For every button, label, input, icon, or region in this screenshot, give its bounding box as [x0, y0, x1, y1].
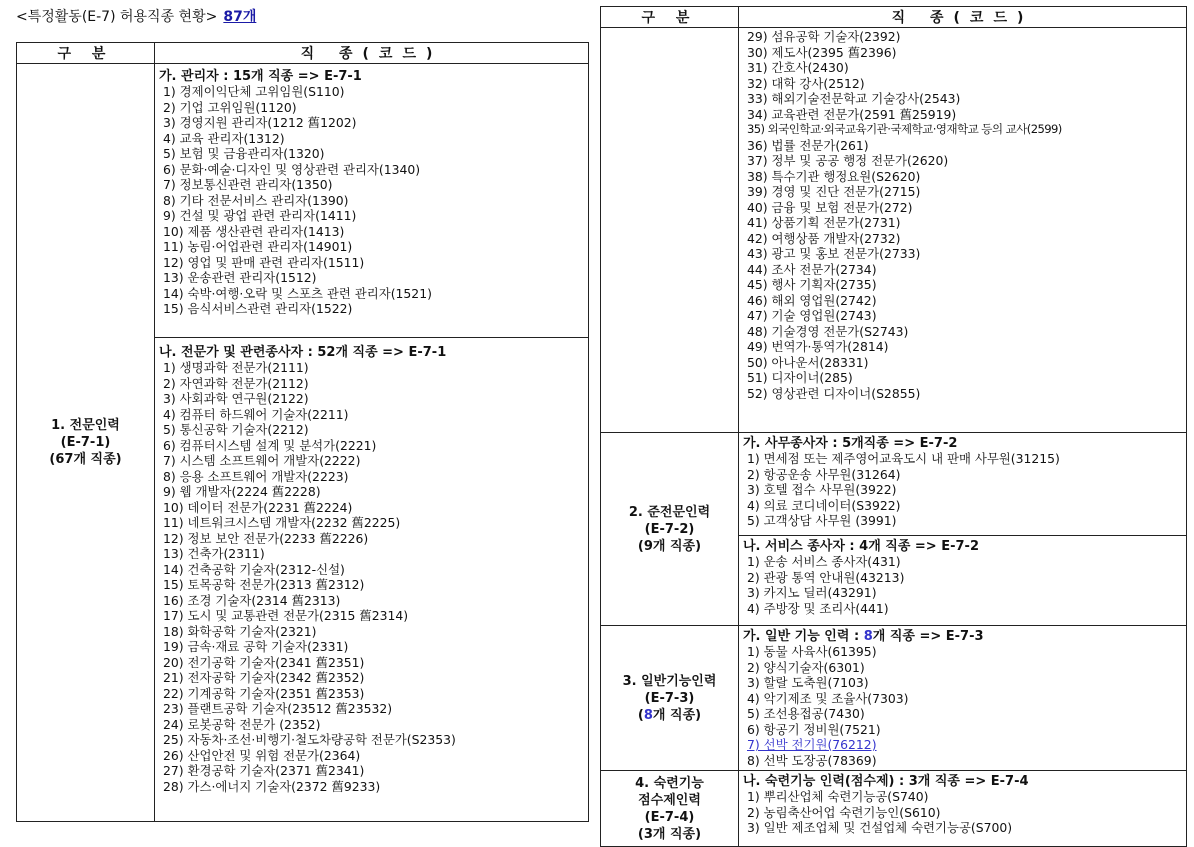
skilled-list	[739, 789, 1186, 836]
list-item: 50) 아나운서(28331)	[747, 354, 869, 370]
list-item: 39) 경영 및 진단 전문가(2715)	[747, 184, 921, 199]
category-semi	[601, 433, 739, 626]
list-item: 5) 고객상담 사무원 (3991)	[747, 513, 897, 528]
header-row	[17, 43, 589, 64]
category-general	[601, 626, 739, 771]
list-item: 32) 대학 강사(2512)	[747, 75, 865, 91]
list-item: 25) 자동차·조선·비행기·철도차량공학 전문가(S2353)	[163, 732, 456, 747]
category-skilled	[601, 771, 739, 847]
general-heading-pre: 가. 일반 기능 인력 :	[743, 629, 864, 644]
list-item: 6) 컴퓨터시스템 설계 및 분석가(2221)	[163, 437, 377, 453]
category-line: 3. 일반기능인력	[622, 673, 717, 689]
list-item: 14) 숙박·여행·오락 및 스포츠 관련 관리자(1521)	[163, 285, 432, 301]
managers-cell	[155, 64, 589, 338]
category-line: 점수제인력	[638, 792, 701, 808]
header-category: 구 분	[17, 43, 155, 64]
header-row-right	[601, 7, 1187, 28]
list-item: 36) 법률 전문가(261)	[747, 137, 869, 153]
list-item: 43) 광고 및 홍보 전문가(2733)	[747, 246, 921, 261]
list-item: 3) 경영지원 관리자(1212 舊1202)	[163, 115, 357, 130]
category-line: (E-7-3)	[644, 690, 695, 706]
list-item: 2) 관광 통역 안내원(43213)	[747, 569, 905, 585]
header-jobs: 직 종(코드)	[155, 43, 589, 64]
list-item: 45) 행사 기획자(2735)	[747, 277, 877, 292]
list-item: 7) 시스템 소프트웨어 개발자(2222)	[163, 453, 361, 468]
category-count-number: 8	[643, 707, 653, 723]
list-item: 3) 일반 제조업체 및 건설업체 숙련기능공(S700)	[747, 820, 1013, 835]
title-text: <특정활동(E-7) 허용직종 현황>	[16, 9, 218, 25]
list-item: 31) 간호사(2430)	[747, 60, 849, 75]
list-item: 8) 응용 소프트웨어 개발자(2223)	[163, 468, 349, 484]
list-item: 46) 해외 영업원(2742)	[747, 292, 877, 308]
list-item: 10) 데이터 전문가(2231 舊2224)	[163, 499, 353, 515]
list-item: 47) 기술 영업원(2743)	[747, 308, 877, 323]
list-item: 4) 컴퓨터 하드웨어 기술자(2211)	[163, 406, 349, 422]
list-item: 1) 운송 서비스 종사자(431)	[747, 554, 901, 569]
list-item: 2) 농림축산어업 숙련기능인(S610)	[747, 804, 941, 820]
category-line: 2. 준전문인력	[628, 504, 711, 520]
list-item: 15) 음식서비스관련 관리자(1522)	[163, 301, 353, 316]
list-item: 14) 건축공학 기술자(2312-신설)	[163, 561, 345, 577]
list-item: 11) 네트워크시스템 개발자(2232 舊2225)	[163, 515, 401, 530]
list-item: 6) 문화·예술·디자인 및 영상관련 관리자(1340)	[163, 161, 421, 177]
list-item: 3) 호텔 접수 사무원(3922)	[747, 482, 897, 497]
category-line: (9개 직종)	[637, 538, 702, 554]
list-item: 48) 기술경영 전문가(S2743)	[747, 323, 909, 339]
list-item: 1) 생명과학 전문가(2111)	[163, 360, 309, 375]
category-line: (E-7-2)	[644, 521, 695, 537]
experts-list-left	[155, 360, 588, 794]
list-item: 8) 선박 도장공(78369)	[747, 752, 877, 768]
category-professional	[17, 64, 155, 822]
list-item: 35) 외국인학교·외국교육기관·국제학교·영재학교 등의 교사(2599)	[747, 122, 1062, 136]
list-item: 10) 제품 생산관련 관리자(1413)	[163, 223, 345, 239]
office-cell	[739, 433, 1187, 536]
list-item: 20) 전기공학 기술자(2341 舊2351)	[163, 654, 365, 670]
list-item: 4) 교육 관리자(1312)	[163, 130, 285, 146]
list-item: 17) 도시 및 교통관련 전문가(2315 舊2314)	[163, 608, 409, 623]
list-item: 4) 악기제조 및 조율사(7303)	[747, 690, 909, 706]
list-item: 2) 양식기술자(6301)	[747, 659, 865, 675]
list-item: 13) 운송관련 관리자(1512)	[163, 270, 317, 285]
category-professional-cont	[601, 28, 739, 433]
category-line: (3개 직종)	[637, 826, 702, 842]
list-item: 33) 해외기술전문학교 기술강사(2543)	[747, 91, 961, 106]
list-item: 28) 가스·에너지 기술자(2372 舊9233)	[163, 778, 381, 794]
list-item: 1) 뿌리산업체 숙련기능공(S740)	[747, 789, 929, 804]
service-list	[739, 554, 1186, 616]
list-item: 6) 항공기 정비원(7521)	[747, 721, 881, 737]
list-item: 41) 상품기획 전문가(2731)	[747, 215, 901, 230]
general-heading	[739, 629, 1186, 644]
general-cell	[739, 626, 1187, 771]
list-item: 38) 특수기관 행정요원(S2620)	[747, 168, 921, 184]
total-count-link[interactable]: 87개	[223, 9, 257, 25]
list-item: 1) 동물 사육사(61395)	[747, 644, 877, 659]
list-item: 19) 금속·재료 공학 기술자(2331)	[163, 639, 349, 654]
category-line: (E-7-1)	[60, 435, 111, 450]
list-item: 3) 사회과학 연구원(2122)	[163, 391, 309, 406]
list-item: 16) 조경 기술자(2314 舊2313)	[163, 592, 341, 608]
general-list	[739, 644, 1186, 768]
list-item: 24) 로봇공학 전문가 (2352)	[163, 716, 321, 732]
list-item: 5) 보험 및 금융관리자(1320)	[163, 146, 325, 161]
skilled-heading: 나. 숙련기능 인력(점수제) : 3개 직종 => E-7-4	[743, 774, 1029, 789]
list-item: 5) 조선용접공(7430)	[747, 706, 865, 721]
experts-list-right	[739, 29, 1186, 401]
list-item: 1) 면세점 또는 제주영어교육도시 내 판매 사무원(31215)	[747, 451, 1060, 466]
list-item: 21) 전자공학 기술자(2342 舊2352)	[163, 670, 365, 685]
category-count-open: (	[637, 707, 644, 723]
list-item: 4) 의료 코디네이터(S3922)	[747, 497, 901, 513]
list-item: 44) 조사 전문가(2734)	[747, 261, 877, 277]
list-item: 52) 영상관련 디자이너(S2855)	[747, 385, 921, 401]
list-item: 11) 농림·어업관련 관리자(14901)	[163, 239, 353, 254]
list-item: 9) 웹 개발자(2224 舊2228)	[163, 484, 321, 499]
header-category-right: 구 분	[601, 7, 739, 28]
list-item: 7) 정보통신관련 관리자(1350)	[163, 177, 333, 192]
list-item: 27) 환경공학 기술자(2371 舊2341)	[163, 763, 365, 778]
service-cell	[739, 536, 1187, 626]
left-table	[16, 42, 589, 822]
category-line: (67개 직종)	[49, 452, 122, 467]
header-jobs-right: 직 종(코드)	[739, 7, 1187, 28]
list-item: 37) 정부 및 공공 행정 전문가(2620)	[747, 153, 949, 168]
skilled-cell	[739, 771, 1187, 847]
category-line	[601, 707, 738, 724]
list-item: 49) 번역가·통역가(2814)	[747, 339, 889, 354]
list-item: 51) 디자이너(285)	[747, 370, 853, 385]
experts-cell-left	[155, 338, 589, 822]
list-item: 26) 산업안전 및 위험 전문가(2364)	[163, 747, 361, 763]
list-item: 29) 섬유공학 기술자(2392)	[747, 29, 901, 44]
list-item: 1) 경제이익단체 고위임원(S110)	[163, 84, 345, 99]
list-item: 2) 항공운송 사무원(31264)	[747, 466, 901, 482]
experts-heading: 나. 전문가 및 관련종사자 : 52개 직종 => E-7-1	[159, 345, 447, 360]
list-item: 3) 할랄 도축원(7103)	[747, 675, 869, 690]
list-item: 22) 기계공학 기술자(2351 舊2353)	[163, 685, 365, 701]
list-item: 2) 자연과학 전문가(2112)	[163, 375, 309, 391]
list-item: 15) 토목공학 전문가(2313 舊2312)	[163, 577, 365, 592]
category-line: 1. 전문인력	[51, 418, 120, 433]
list-item: 9) 건설 및 광업 관련 관리자(1411)	[163, 208, 357, 223]
right-table	[600, 6, 1187, 847]
list-item: 2) 기업 고위임원(1120)	[163, 99, 297, 115]
list-item: 7) 선박 전기원(76212)	[747, 737, 877, 752]
category-line: (E-7-4)	[644, 809, 695, 825]
list-item: 4) 주방장 및 조리사(441)	[747, 600, 889, 616]
list-item: 12) 영업 및 판매 관련 관리자(1511)	[163, 254, 365, 270]
general-heading-post: 개 직종 => E-7-3	[872, 629, 984, 644]
list-item: 12) 정보 보안 전문가(2233 舊2226)	[163, 530, 369, 546]
office-heading: 가. 사무종사자 : 5개직종 => E-7-2	[743, 436, 958, 451]
list-item: 23) 플랜트공학 기술자(23512 舊23532)	[163, 701, 393, 716]
service-heading: 나. 서비스 종사자 : 4개 직종 => E-7-2	[743, 539, 979, 554]
office-list	[739, 451, 1186, 529]
list-item: 34) 교육관련 전문가(2591 舊25919)	[747, 106, 957, 122]
list-item: 13) 건축가(2311)	[163, 546, 265, 561]
category-line: 4. 숙련기능	[635, 775, 704, 791]
list-item: 18) 화학공학 기술자(2321)	[163, 623, 317, 639]
managers-list	[155, 84, 588, 317]
category-count-rest: 개 직종)	[652, 707, 702, 723]
managers-heading: 가. 관리자 : 15개 직종 => E-7-1	[159, 69, 362, 84]
page-title	[16, 8, 256, 26]
list-item: 30) 제도사(2395 舊2396)	[747, 44, 897, 60]
general-heading-number: 8	[863, 629, 873, 644]
list-item: 3) 카지노 딜러(43291)	[747, 585, 877, 600]
list-item: 40) 금융 및 보험 전문가(272)	[747, 199, 913, 215]
list-item: 42) 여행상품 개발자(2732)	[747, 230, 901, 246]
list-item: 8) 기타 전문서비스 관리자(1390)	[163, 192, 349, 208]
list-item: 5) 통신공학 기술자(2212)	[163, 422, 309, 437]
experts-cell-right	[739, 28, 1187, 433]
